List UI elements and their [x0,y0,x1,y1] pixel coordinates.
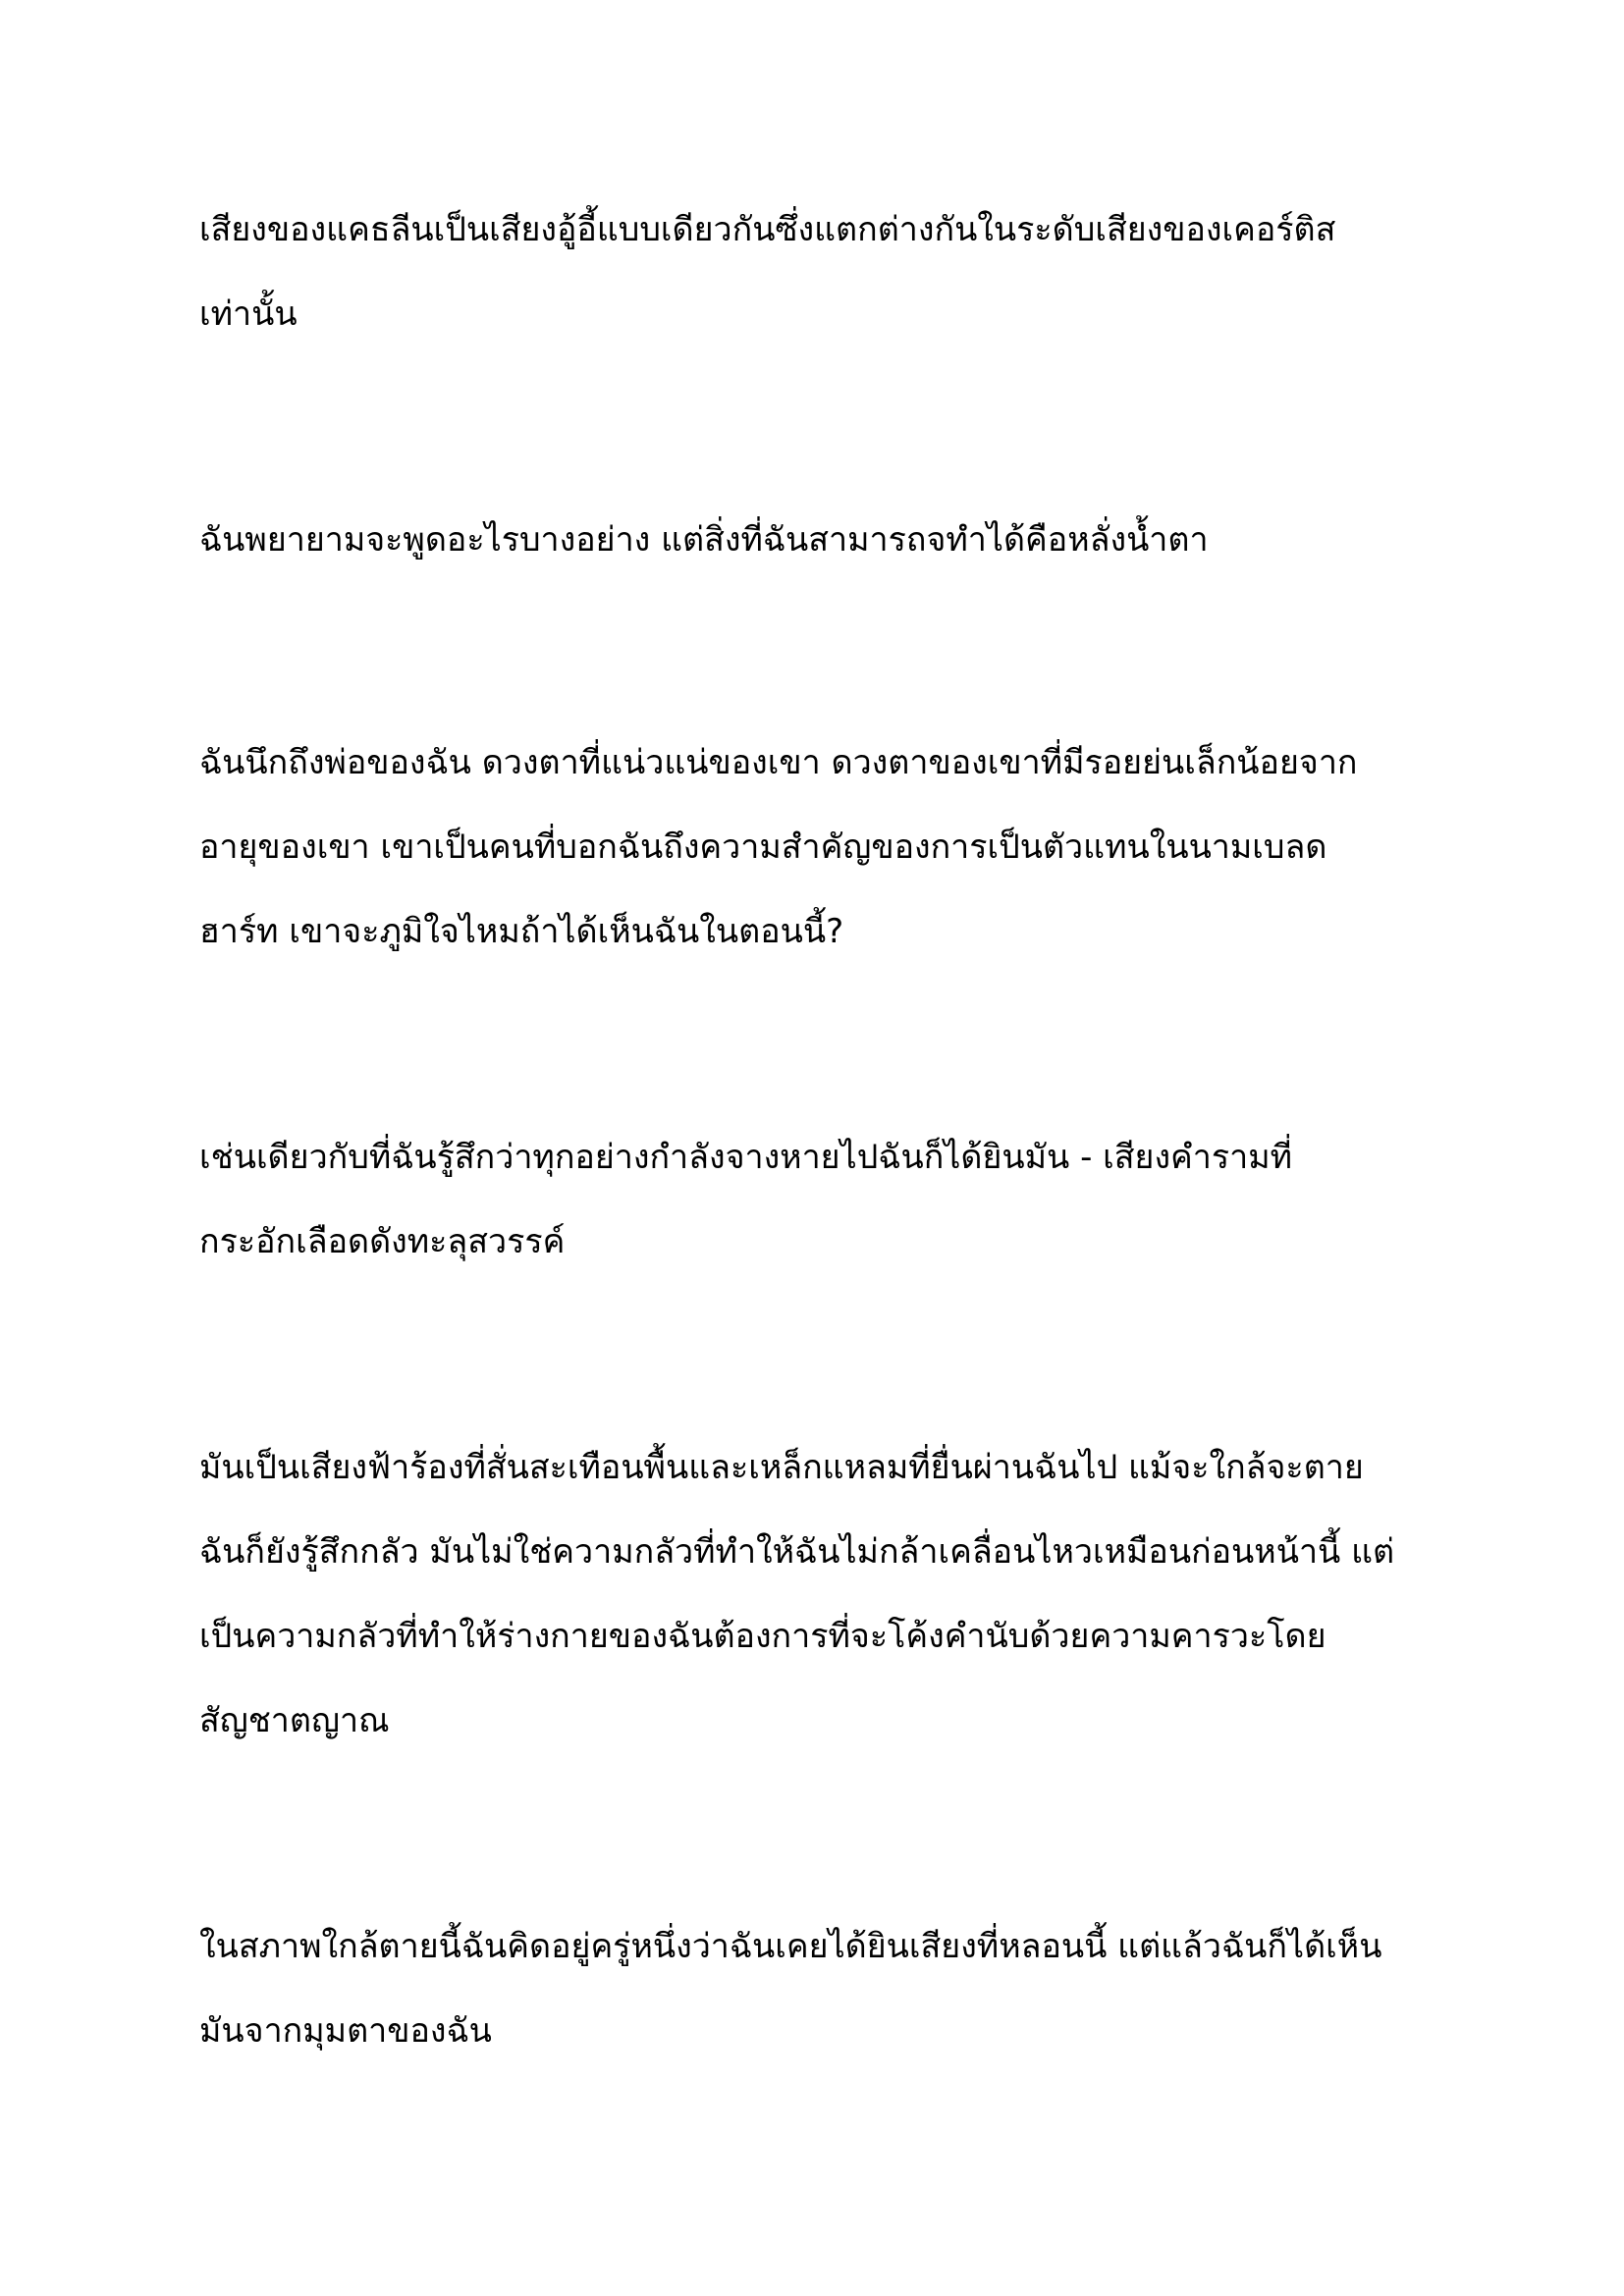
paragraph-4-line-1: เช่นเดียวกับที่ฉันรู้สึกว่าทุกอย่างกำลังจางหายไปฉันก็ได้ยินมัน - เสียงคำรามที่ [199,1138,1293,1177]
paragraph-3-line-3: ฮาร์ท เขาจะภูมิใจไหมถ้าได้เห็นฉันในตอนนี้? [199,912,844,951]
paragraph-4-line-2: กระอักเลือดดังทะลุสวรรค์ [199,1222,566,1261]
paragraph-3-line-1: ฉันนึกถึงพ่อของฉัน ดวงตาที่แน่วแน่ของเขา ดวงตาของเขาที่มีรอยย่นเล็กน้อยจาก [199,743,1358,782]
paragraph-5-line-3: เป็นความกลัวที่ทำให้ร่างกายของฉันต้องการที่จะโค้งคำนับด้วยความคารวะโดย [199,1617,1326,1656]
paragraph-6-line-2: มันจากมุมตาของฉัน [199,2011,492,2051]
paragraph-3-line-2: อายุของเขา เขาเป็นคนที่บอกฉันถึงความสำคัญของการเป็นตัวแทนในนามเบลด [199,828,1327,867]
paragraph-1-line-2: เท่านั้น [199,294,298,334]
paragraph-5-line-2: ฉันก็ยังรู้สึกกลัว มันไม่ใช่ความกลัวที่ทำให้ฉันไม่กล้าเคลื่อนไหวเหมือนก่อนหน้านี้ แต่ [199,1532,1395,1572]
paragraph-1-line-1: เสียงของแคธลีนเป็นเสียงอู้อี้แบบเดียวกันซึ่งแตกต่างกันในระดับเสียงของเคอร์ติส [199,210,1336,249]
paragraph-6-line-1: ในสภาพใกล้ตายนี้ฉันคิดอยู่ครู่หนึ่งว่าฉันเคยได้ยินเสียงที่หลอนนี้ แต่แล้วฉันก็ได้เห็น [199,1927,1382,1966]
paragraph-5-line-4: สัญชาตญาณ [199,1701,390,1740]
paragraph-2-line-1: ฉันพยายามจะพูดอะไรบางอย่าง แต่สิ่งที่ฉันสามารถจทำได้คือหลั่งน้ำตา [199,520,1209,560]
paragraph-5-line-1: มันเป็นเสียงฟ้าร้องที่สั่นสะเทือนพื้นและเหล็กแหลมที่ยื่นผ่านฉันไป แม้จะใกล้จะตาย [199,1448,1364,1487]
